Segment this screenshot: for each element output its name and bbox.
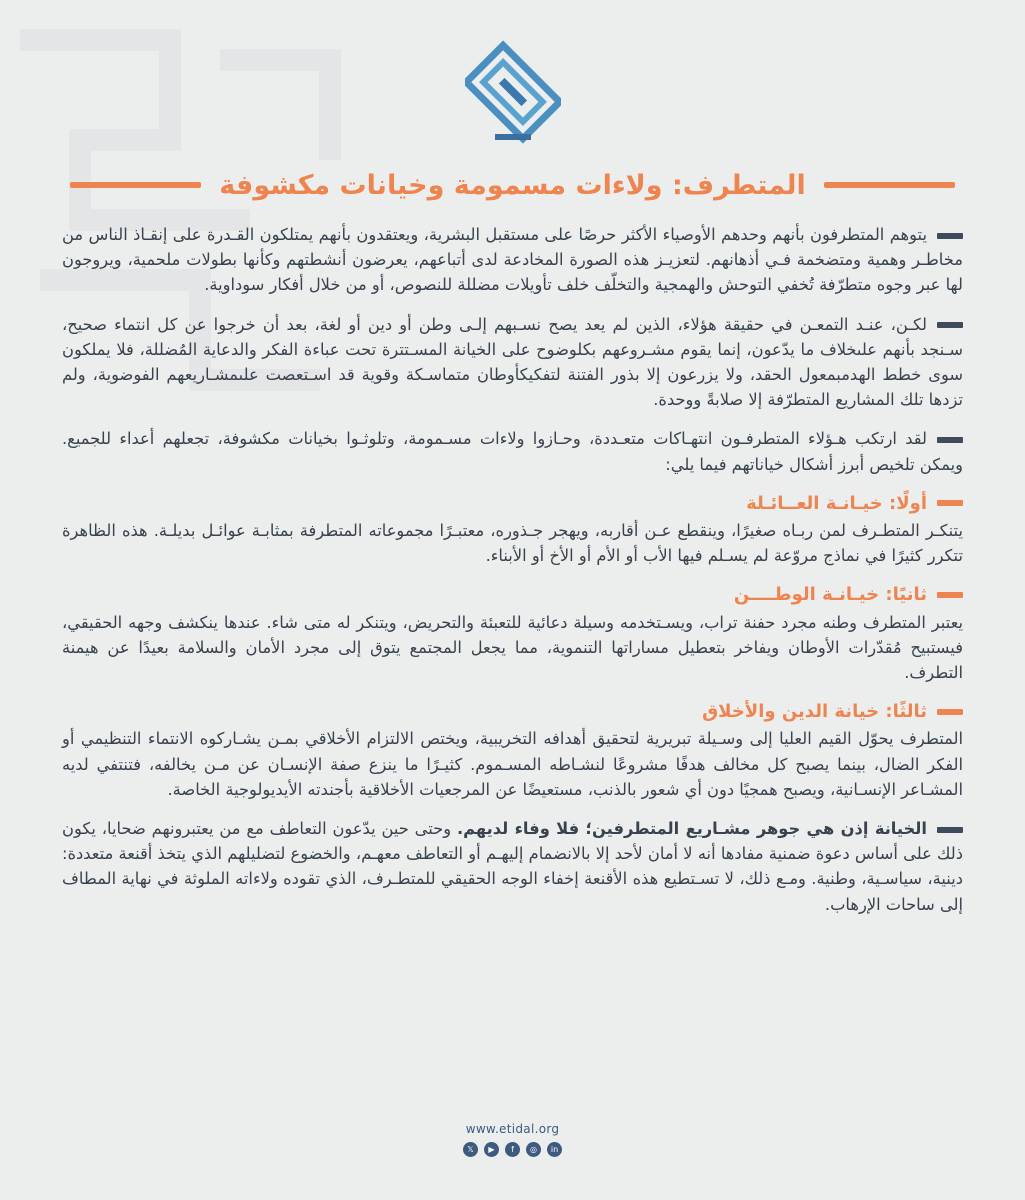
instagram-icon[interactable]: ◎	[526, 1142, 541, 1157]
paragraph-marker	[937, 322, 963, 328]
youtube-icon[interactable]: ▶	[484, 1142, 499, 1157]
title-line-left	[70, 182, 201, 188]
x-icon[interactable]: 𝕏	[463, 1142, 478, 1157]
website-link[interactable]: www.etidal.org	[465, 1122, 560, 1136]
paragraph-marker	[937, 233, 963, 239]
heading-marker	[937, 592, 963, 598]
conclusion-lead: الخيانة إذن هي جوهر مشـاريع المتطرفين؛ فلا وفاء لديهم.	[456, 819, 927, 839]
paragraph-marker	[937, 437, 963, 443]
etidal-logo	[465, 38, 561, 146]
linkedin-icon[interactable]: in	[547, 1142, 562, 1157]
footer	[0, 1122, 1025, 1157]
facebook-icon[interactable]: f	[505, 1142, 520, 1157]
intro-paragraph-2: لكـن، عنـد التمعـن في حقيقة هؤلاء، الذين لم يعد يصح نسـبهم إلـى وطن أو دين أو لغة، بعد أن خرجوا عن كل انتماء صحيح، سـنجد بأنهم علىخلاف ما يدّعون، إنما يقوم مشـروعهم بكلوضوح على الخيانة المسـتترة تحت عباءة الفكر والدعاية المُضللة، فلا يملكون سوى خطط الهدمبمعول الحقد، ولا يزرعون إلا بذور الفتنة لتفكيكأوطان متماسـكة وقوية قد اسـتعصت علىمشـاريعهم الفوضوية، ولم تزدها تلك المشاريع المتطرّفة إلا صلابةً ووحدة.	[62, 314, 963, 410]
intro-paragraph-3: لقد ارتكب هـؤلاء المتطرفـون انتهـاكات متعـددة، وحـازوا ولاءات مسـمومة، وتلوثـوا بخيانات مكشوفة، تجعلهم أعداء للجميع. ويمكن تلخيص أبرز أشكال خياناتهم فيما يلي:	[62, 429, 963, 474]
title-line-right	[824, 182, 955, 188]
section-heading-religion: ثالثًا: خيانة الدين والأخلاق	[62, 699, 963, 724]
heading-marker	[937, 709, 963, 715]
conclusion-body: وحتى حين يدّعون التعاطف مع من يعتبرونهم ضحايا، يكون ذلك على أساس دعوة ضمنية مفادها أنه لا أمان لأحد إلا بالانضمام إليهـم أو التعاطف معهـم، والخضوع لتضليلهم الذي يتخذ أقنعة متعددة: دينية، سياسـية، وطنية. ومـع ذلك، لا تسـتطيع هذه الأقنعة إخفاء الوجه الحقيقي للمتطـرف، الذي تقوده ولاءاته الملوثة في نهاية المطاف إلى ساحات الإرهاب.	[62, 819, 963, 914]
section-heading-homeland: ثانيًا: خيـانـة الوطــــن	[62, 582, 963, 607]
social-icons	[0, 1142, 1025, 1157]
heading-marker	[937, 500, 963, 506]
section-heading-family: أولًا: خيـانـة العــائـلة	[62, 491, 963, 516]
article-body	[62, 222, 963, 931]
page-title: المتطرف: ولاءات مسمومة وخيانات مكشوفة	[219, 169, 806, 201]
section-body-homeland: يعتبر المتطرف وطنه مجرد حفنة تراب، ويسـتخدمه وسيلة دعائية للتعبئة والتحريض، ويتنكر له متى شاء. عندها ينكشف وجهه الحقيقي، فيستبيح مُقدّرات الأوطان ويفاخر بتعطيل مساراتها التنموية، مما يجعل المجتمع يتوق إلى مجرد الأمان والسلامة بعيدًا عن هيمنة التطرف.	[62, 612, 963, 683]
conclusion-paragraph	[62, 816, 963, 917]
section-body-religion: المتطرف يحوّل القيم العليا إلى وسـيلة تبريرية لتحقيق أهدافه التخريبية، ويختص الالتزام الأخلاقي بمـن يشـاركوه الانتماء التنظيمي أو الفكر الضال، بينما يصبح كل مخالف هدفًا مشروعًا لنشـاطه المسـموم. كثيـرًا ما ينزع صفة الإنسـان عن مـن يخالفه، فتنتفي لديه المشـاعر الإنسـانية، ويصبح همجيًا دون أي شعور بالذنب، مستعيضًا عن المرجعيات الأخلاقية بأجندته الأيديولوجية الخاصة.	[62, 729, 963, 799]
title-row	[70, 160, 955, 210]
intro-paragraph-1: يتوهم المتطرفون بأنهم وحدهم الأوصياء الأكثر حرصًا على مستقبل البشرية، ويعتقدون بأنهم يمتلكون القـدرة على إنقـاذ الناس من مخاطـر وهمية ومتضخمة فـي أذهانهم. لتعزيـز هذه الصورة المخادعة لدى أتباعهم، يعرضون أنشطتهم وكأنها بطولات ملحمية، ويروجون لها عبر وجوه متطرّفة تُخفي التوحش والهمجية والتخلّف خلف تأويلات مضللة للنصوص، أو من خلال أفكار سوداوية.	[62, 225, 963, 295]
paragraph-marker	[937, 827, 963, 833]
section-body-family: يتنكـر المتطـرف لمن ربـاه صغيرًا، وينقطع عـن أقاربه، ويهجر جـذوره، معتبـرًا مجموعاته المتطرفة بمثابـة عوائـل بديلـة. هذه الظاهرة تتكرر كثيرًا في نماذج مروّعة لم يسـلم فيها الأب أو الأم أو الأخ أو الأبناء.	[62, 521, 963, 566]
